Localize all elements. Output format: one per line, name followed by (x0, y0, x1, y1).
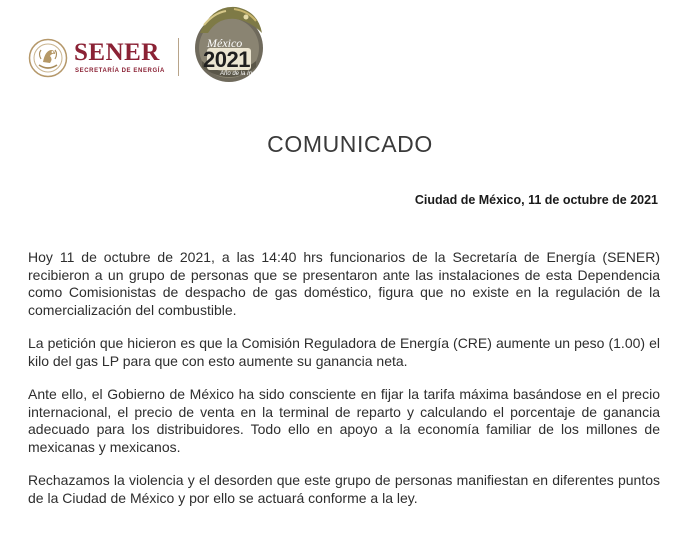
logo-tagline: Año de la Independencia (220, 71, 287, 77)
paragraph: Hoy 11 de octubre de 2021, a las 14:40 hrs funcionarios de la Secretaría de Energía (SENER) recibieron a un grupo de personas que se presentaron ante las instalaciones de esta Dependencia como Comisionistas de despacho de gas doméstico, figura que no existe en la regulación de la comercialización del combustible. (28, 249, 660, 318)
header-divider (178, 38, 179, 76)
agency-name: SENER (74, 39, 160, 66)
agency-subtitle: SECRETARÍA DE ENERGÍA (75, 68, 165, 74)
paragraph: Ante ello, el Gobierno de México ha sido consciente en fijar la tarifa máxima basándose en el precio internacional, el precio de venta en la terminal de reparto y calculando el porcentaje de ganancia adecuado para los distribuidores. Todo ello en apoyo a la economía familiar de los millones de mexicanas y mexicanos. (28, 386, 660, 455)
document-title: COMUNICADO (267, 131, 433, 157)
logo-year: 2021 (203, 47, 250, 72)
dateline: Ciudad de México, 11 de octubre de 2021 (414, 193, 658, 207)
mexico-coat-of-arms-icon (28, 38, 68, 78)
letterhead (0, 0, 700, 95)
document-body (28, 249, 660, 523)
paragraph: La petición que hicieron es que la Comisión Reguladora de Energía (CRE) aumente un peso (1.00) el kilo del gas LP para que con esto aumente su ganancia neta. (28, 335, 660, 369)
paragraph: Rechazamos la violencia y el desorden que este grupo de personas manifiestan en diferentes puntos de la Ciudad de México y por ello se actuará conforme a la ley. (28, 472, 660, 506)
logo-word: México (207, 36, 243, 50)
